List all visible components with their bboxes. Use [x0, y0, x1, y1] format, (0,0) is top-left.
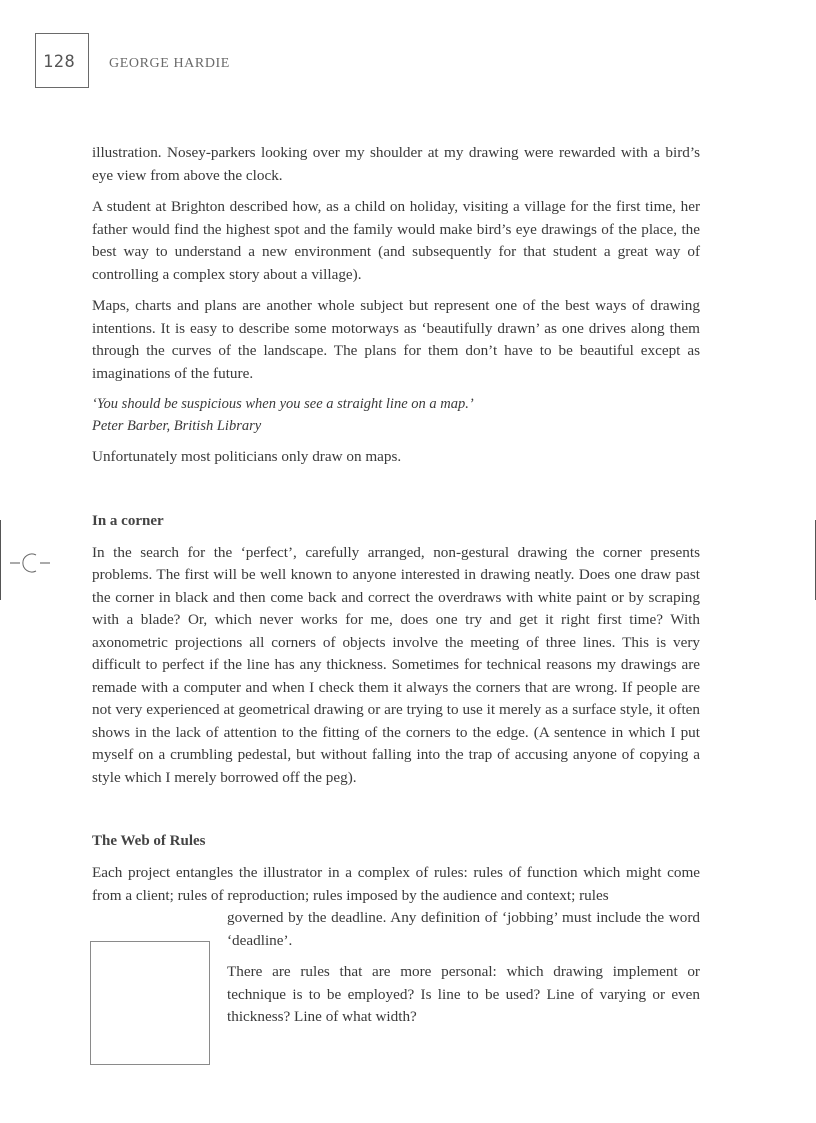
page-number: 128 [43, 52, 76, 72]
registration-mark-icon [8, 551, 52, 575]
paragraph: In the search for the ‘perfect’, carefully arranged, non-gestural drawing the corner presents problems. The first will be well known to anyone interested in drawing neatly. Does one draw past the corner in black and then come back and correct the overdraws with white paint or by scraping with a blade? Or, which never works for me, does one try and get it right first time? With axonometric projections all corners of objects involve the meeting of three lines. This is very difficult to perfect if the line has any thickness. Sometimes for technical reasons my drawings are remade with a computer and when I check them it always the corners that are wrong. If people are not very experienced at geometrical drawing or are trying to use it merely as a surface style, it often shows in the lack of attention to the fitting of the corners to the edge. (A sentence in which I put myself on a crumbling pedestal, but without falling into the trap of accusing anyone of copying a style which I merely borrowed off the peg). [92, 543, 700, 786]
paragraph: Each project entangles the illustrator in a complex of rules: rules of function which might come from a client; rules of reproduction; rules imposed by the audience and context; rules [92, 864, 700, 904]
image-placeholder-box [90, 941, 210, 1065]
paragraph: illustration. Nosey-parkers looking over my shoulder at my drawing were rewarded with a bird’s eye view from above the clock. [92, 144, 700, 184]
paragraph: A student at Brighton described how, as a child on holiday, visiting a village for the first time, her father would find the highest spot and the family would make bird’s eye drawings of the place, the best way to understand a new environment (and subsequently for that student a great way of controlling a complex story about a village). [92, 198, 700, 283]
quote-attribution: Peter Barber, British Library [92, 417, 262, 434]
paragraph: Unfortunately most politicians only draw on maps. [92, 448, 402, 465]
section-heading: The Web of Rules [92, 833, 206, 849]
crop-mark-left [0, 520, 1, 600]
paragraph: Maps, charts and plans are another whole subject but represent one of the best ways of drawing intentions. It is easy to describe some motorways as ‘beautifully drawn’ as one drives along them through the curves of the landscape. The plans for them don’t have to be beautiful except as imaginations of the future. [92, 297, 700, 382]
paragraph: governed by the deadline. Any definition of ‘jobbing’ must include the word ‘deadline’. [227, 909, 700, 949]
section-heading: In a corner [92, 512, 164, 529]
running-head: GEORGE HARDIE [109, 56, 230, 71]
pull-quote: ‘You should be suspicious when you see a straight line on a map.’ [92, 396, 474, 412]
paragraph: There are rules that are more personal: which drawing implement or technique is to be employed? Is line to be used? Line of varying or even thickness? Line of what width? [227, 963, 700, 1025]
main-text [92, 142, 700, 1038]
